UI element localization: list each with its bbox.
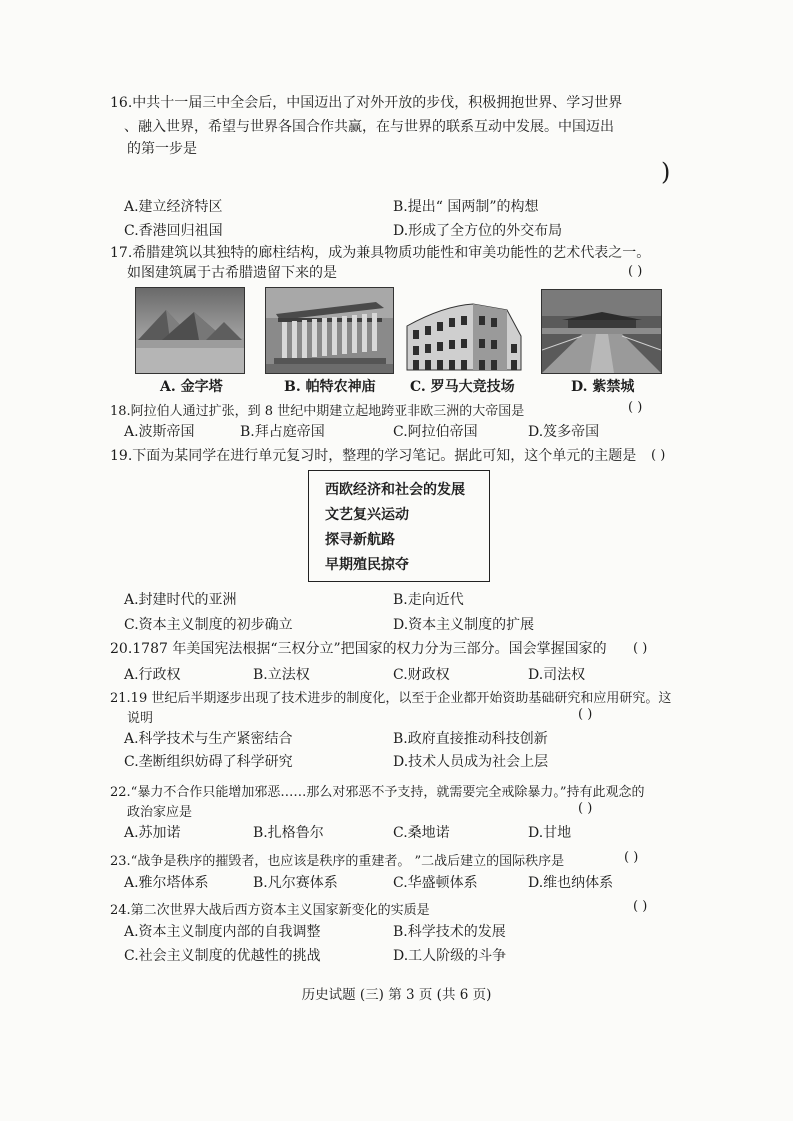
q16-option-d: D.形成了全方位的外交布局 [393,223,563,239]
q17-stem-line2: 如图建筑属于古希腊遗留下来的是 [127,265,337,281]
q18-option-d: D.笈多帝国 [528,424,600,440]
q16-option-c: C.香港回归祖国 [124,223,223,239]
q24-option-c: C.社会主义制度的优越性的挑战 [124,948,321,964]
q23-option-b: B.凡尔赛体系 [253,875,338,891]
q18-option-a: A.波斯帝国 [124,424,195,440]
q21-option-b: B.政府直接推动科技创新 [393,731,548,747]
caption-a: A. 金字塔 [160,379,223,395]
q24-option-b: B.科学技术的发展 [393,924,506,940]
q20-option-c: C.财政权 [393,667,450,683]
q21-stem-line1: 21.19 世纪后半期逐步出现了技术进步的制度化，以至于企业都开始资助基础研究和应用研究。这 [110,691,672,706]
q23-stem: 23.“战争是秩序的摧毁者，也应该是秩序的重建者。 ”二战后建立的国际秩序是 [110,854,565,869]
q22-answer-paren: ( ) [578,801,593,816]
q18-option-b: B.拜占庭帝国 [240,424,325,440]
q23-option-c: C.华盛顿体系 [393,875,478,891]
q17-stem-line1: 17.希腊建筑以其独特的廊柱结构，成为兼具物质功能性和审美功能性的艺术代表之一。 [110,245,651,261]
q23-option-a: A.雅尔塔体系 [124,875,209,891]
q17-answer-paren: ( ) [628,264,643,279]
q21-answer-paren: ( ) [578,707,593,722]
q24-option-d: D.工人阶级的斗争 [393,948,507,964]
q22-stem-line2: 政治家应是 [127,805,193,820]
caption-b: B. 帕特农神庙 [284,379,376,395]
q18-option-c: C.阿拉伯帝国 [393,424,478,440]
q24-option-a: A.资本主义制度内部的自我调整 [124,924,321,940]
q21-option-a: A.科学技术与生产紧密结合 [124,731,293,747]
colosseum-photo [403,296,523,372]
q16-answer-paren: ) [661,158,671,186]
q24-answer-paren: ( ) [633,899,648,914]
q22-stem-line1: 22.“暴力不合作只能增加邪恶……那么对邪恶不予支持，就需要完全戒除暴力。”持有此观念的 [110,785,645,800]
q20-option-b: B.立法权 [253,667,310,683]
q20-answer-paren: ( ) [633,641,648,656]
q21-option-c: C.垄断组织妨碍了科学研究 [124,754,293,770]
q16-option-a: A.建立经济特区 [124,199,223,215]
q20-stem: 20.1787 年美国宪法根据“三权分立”把国家的权力分为三部分。国会掌握国家的 [110,641,607,657]
q23-option-d: D.维也纳体系 [528,875,614,891]
q21-option-d: D.技术人员成为社会上层 [393,754,549,770]
note-item: 文艺复兴运动 [325,507,409,523]
q22-option-c: C.桑地诺 [393,825,450,841]
parthenon-photo [265,287,394,374]
pyramid-photo [135,287,245,374]
q18-stem: 18.阿拉伯人通过扩张，到 8 世纪中期建立起地跨亚非欧三洲的大帝国是 [110,404,525,419]
q16-option-b: B.提出“ 国两制”的构想 [393,199,539,215]
q16-stem-line3: 的第一步是 [127,141,197,157]
study-notes-box [308,470,490,582]
q19-option-c: C.资本主义制度的初步确立 [124,617,293,633]
page-footer: 历史试题 (三) 第 3 页 (共 6 页) [301,987,492,1003]
q24-stem: 24.第二次世界大战后西方资本主义国家新变化的实质是 [110,903,430,918]
q19-stem: 19.下面为某同学在进行单元复习时，整理的学习笔记。据此可知，这个单元的主题是 [110,448,637,464]
q22-option-a: A.苏加诺 [124,825,181,841]
q16-stem-line2: 、融入世界，希望与世界各国合作共赢，在与世界的联系互动中发展。中国迈出 [124,119,614,135]
caption-c: C. 罗马大竞技场 [410,379,515,395]
q20-option-d: D.司法权 [528,667,586,683]
q23-answer-paren: ( ) [624,850,639,865]
q19-option-d: D.资本主义制度的扩展 [393,617,535,633]
q22-option-b: B.扎格鲁尔 [253,825,324,841]
q18-answer-paren: ( ) [628,400,643,415]
note-item: 西欧经济和社会的发展 [325,482,465,498]
caption-d: D. 紫禁城 [571,379,635,395]
q19-option-b: B.走向近代 [393,592,464,608]
q21-stem-line2: 说明 [127,711,154,726]
forbidden-city-photo [541,289,662,374]
q20-option-a: A.行政权 [124,667,181,683]
q22-option-d: D.甘地 [528,825,572,841]
q19-answer-paren: ( ) [651,448,666,463]
note-item: 探寻新航路 [325,532,395,548]
note-item: 早期殖民掠夺 [325,557,409,573]
q19-option-a: A.封建时代的亚洲 [124,592,237,608]
q16-stem-line1: 16.中共十一届三中全会后，中国迈出了对外开放的步伐，积极拥抱世界、学习世界 [110,95,623,111]
